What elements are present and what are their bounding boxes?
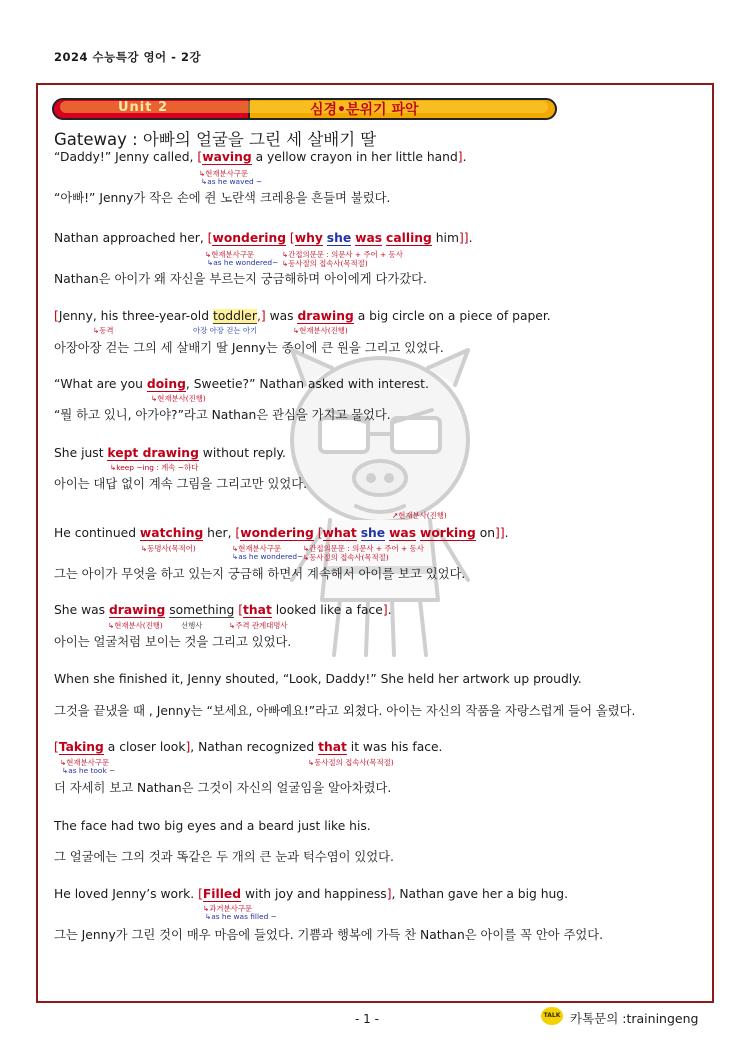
grammar-note: ↳동명사(목적어) <box>141 544 196 553</box>
grammar-word: doing <box>146 377 186 391</box>
sentence-7-english <box>54 603 392 617</box>
sentence-6-english <box>54 526 509 540</box>
text-run: was <box>265 309 298 323</box>
grammar-word: wondering <box>212 231 287 245</box>
sentence-10-english: The face had two big eyes and a beard just like his. <box>54 819 371 833</box>
grammar-word: was <box>355 231 383 245</box>
grammar-word: what <box>322 526 357 540</box>
document-header: 2024 수능특강 영어 - 2강 <box>54 50 202 64</box>
sentence-3-korean: 아장아장 걷는 그의 세 살배기 딸 Jenny는 종이에 큰 원을 그리고 있었다. <box>54 341 444 355</box>
sentence-1-korean: “아빠!” Jenny가 작은 손에 쥔 노란색 크레용을 흔들며 불렀다. <box>54 191 391 205</box>
sentence-5-korean: 아이는 대답 없이 계속 그림을 그리고만 있었다. <box>54 477 308 491</box>
grammar-word: she <box>326 231 352 245</box>
bracket: ] <box>382 603 388 617</box>
grammar-note: ↳간접의문문 : 의문사 + 주어 + 동사 <box>282 250 403 259</box>
grammar-word: waving <box>202 150 252 164</box>
grammar-note: ↳동사절의 접속사(목적절) <box>303 553 389 562</box>
grammar-note: ↳현재분사구문 <box>199 169 249 178</box>
grammar-word: that <box>318 740 347 754</box>
grammar-note: ↳주격 관계대명사 <box>229 621 288 630</box>
unit-label: Unit 2 <box>118 100 169 115</box>
grammar-note: ↳과거분사구문 <box>203 904 253 913</box>
grammar-note: ↳동격 <box>93 326 114 335</box>
text-run: “What are you <box>54 377 147 391</box>
contact-info: 카톡문의 :trainingeng <box>570 1011 699 1026</box>
text-run: her, <box>203 526 236 540</box>
grammar-word: kept drawing <box>107 446 199 460</box>
bracket: [ <box>54 740 59 754</box>
grammar-note: ↳현재분사구문 <box>232 544 282 553</box>
highlighted-word: toddler <box>212 309 257 323</box>
bracket: [ <box>197 150 203 164</box>
bracket: ] <box>457 150 463 164</box>
text-run: , Nathan recognized <box>190 740 319 754</box>
text-run: him <box>431 231 459 245</box>
sentence-5-english <box>54 446 286 460</box>
text-run: . <box>504 526 509 540</box>
bracket: [ <box>313 526 323 540</box>
text-run: . <box>468 231 473 245</box>
grammar-note: ↳as he wondered~ <box>207 258 279 267</box>
grammar-note: ↳현재분사(진행) <box>151 394 206 403</box>
grammar-word: working <box>419 526 476 540</box>
grammar-note: 선행사 <box>181 621 203 630</box>
bracket: [ <box>235 526 241 540</box>
text-run: She just <box>54 446 108 460</box>
grammar-note: ↳현재분사(진행) <box>293 326 348 335</box>
sentence-1-english <box>54 150 467 164</box>
sentence-6-korean: 그는 아이가 무엇을 하고 있는지 궁금해 하면서 계속해서 아이를 보고 있었다. <box>54 567 466 581</box>
sentence-4-korean: “뭘 하고 있니, 아가야?”라고 Nathan은 관심을 가지고 물었다. <box>54 408 391 422</box>
grammar-word: wondering <box>240 526 314 540</box>
text-run: Jenny, his three-year-old <box>58 309 213 323</box>
text-run: with joy and happiness <box>241 887 387 901</box>
bracket: ]] <box>458 231 469 245</box>
bracket: ] <box>185 740 191 754</box>
grammar-note: ↗현재분사(진행) <box>392 511 447 520</box>
grammar-word: why <box>294 231 323 245</box>
underlined-word: something <box>169 603 235 617</box>
text-run: She was <box>54 603 109 617</box>
text-run: , Sweetie?” Nathan asked with interest. <box>185 377 429 391</box>
text-run: . <box>387 603 392 617</box>
grammar-note: ↳동사절의 접속사(목적절) <box>308 758 394 767</box>
bracket: ,] <box>256 309 266 323</box>
text-run: without reply. <box>198 446 286 460</box>
text-run: a yellow crayon in her little hand <box>251 150 458 164</box>
grammar-note: ↳as he waved ~ <box>201 177 263 186</box>
bracket: [ <box>198 887 203 901</box>
gateway-title: Gateway : 아빠의 얼굴을 그린 세 살배기 딸 <box>54 130 377 149</box>
page-number: - 1 - <box>355 1012 379 1026</box>
bracket: [ <box>54 309 59 323</box>
text-run: “Daddy!” Jenny called, <box>54 150 198 164</box>
grammar-note: ↳동사절의 접속사(목적절) <box>282 259 368 268</box>
bracket: ] <box>386 887 392 901</box>
grammar-note: ↳현재분사(진행) <box>108 621 163 630</box>
grammar-note: ↳as he took ~ <box>62 766 116 775</box>
grammar-note: 아장 아장 걷는 아기 <box>193 326 258 335</box>
grammar-word: drawing <box>108 603 166 617</box>
text-run: on <box>475 526 496 540</box>
text-run: Nathan approached her, <box>54 231 208 245</box>
grammar-word: drawing <box>297 309 354 323</box>
text-run: He loved Jenny’s work. <box>54 887 199 901</box>
sentence-9-english <box>54 740 442 754</box>
grammar-note: ↳as he wondered~ <box>232 552 304 561</box>
grammar-note: ↳현재분사구문 <box>205 250 255 259</box>
grammar-word: watching <box>139 526 204 540</box>
sentence-3-english <box>54 309 551 323</box>
text-run: looked like a face <box>271 603 383 617</box>
text-run: it was his face. <box>346 740 443 754</box>
bracket: ]] <box>495 526 505 540</box>
sentence-11-korean: 그는 Jenny가 그린 것이 매우 마음에 들었다. 기쁨과 행복에 가득 찬 Nathan은 아이를 꼭 안아 주었다. <box>54 928 604 942</box>
bracket: [ <box>238 603 244 617</box>
sentence-2-korean: Nathan은 아이가 왜 자신을 부르는지 궁금해하며 아이에게 다가갔다. <box>54 272 427 286</box>
grammar-word: that <box>243 603 272 617</box>
sentence-4-english <box>54 377 429 391</box>
grammar-word: calling <box>386 231 432 245</box>
sentence-11-english <box>54 887 568 901</box>
grammar-note: ↳현재분사구문 <box>60 758 110 767</box>
sentence-9-korean: 더 자세히 보고 Nathan은 그것이 자신의 얼굴임을 알아차렸다. <box>54 781 392 795</box>
sentence-2-english <box>54 231 472 245</box>
unit-banner <box>52 98 557 120</box>
bracket: [ <box>207 231 213 245</box>
grammar-note: ↳as he was filled ~ <box>205 912 277 921</box>
bracket: [ <box>286 231 295 245</box>
unit-topic: 심경•분위기 파악 <box>310 102 419 118</box>
grammar-note: ↳간접의문문 : 의문사 + 주어 + 동사 <box>303 544 424 553</box>
text-run: , Nathan gave her a big hug. <box>391 887 569 901</box>
grammar-word: she <box>360 526 386 540</box>
sentence-7-korean: 아이는 얼굴처럼 보이는 것을 그리고 있었다. <box>54 635 292 649</box>
kakaotalk-icon: TALK <box>541 1007 563 1025</box>
sentence-8-korean: 그것을 끝냈을 때 , Jenny는 “보세요, 아빠예요!”라고 외쳤다. 아이는 자신의 작품을 자랑스럽게 들어 올렸다. <box>54 704 636 718</box>
grammar-word: Taking <box>58 740 104 754</box>
sentence-8-english: When she finished it, Jenny shouted, “Look, Daddy!” She held her artwork up proudly. <box>54 672 582 686</box>
grammar-word: was <box>389 526 417 540</box>
text-run: He continued <box>54 526 140 540</box>
grammar-word: Filled <box>202 887 242 901</box>
grammar-note: ↳keep ~ing : 계속 ~하다 <box>110 463 199 472</box>
text-run: a closer look <box>103 740 186 754</box>
sentence-10-korean: 그 얼굴에는 그의 것과 똑같은 두 개의 큰 눈과 턱수염이 있었다. <box>54 850 394 864</box>
text-run: . <box>462 150 467 164</box>
text-run: a big circle on a piece of paper. <box>353 309 551 323</box>
